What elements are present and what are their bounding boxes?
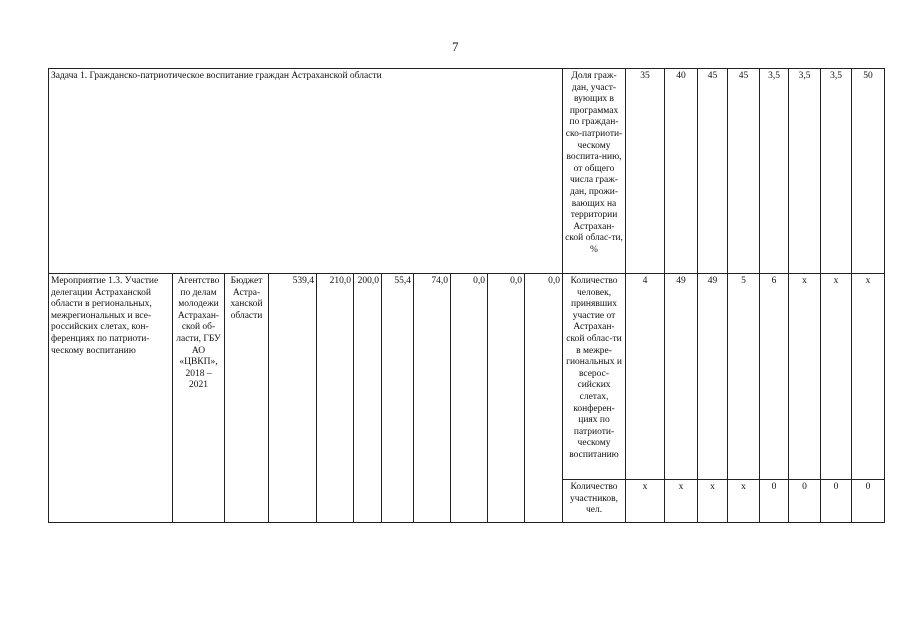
measure-row [49,274,885,480]
indicator-value: 0 [789,480,821,523]
measure-name: Мероприятие 1.3. Участие делегации Астраханской области в региональных, межрегиональных и все-российских слетах, кон-ференциях по патриоти-ческому воспитанию [49,274,173,523]
indicator-value: х [821,274,852,480]
indicator-value: 49 [665,274,698,480]
finance-value: 74,0 [414,274,451,523]
indicator-value: х [728,480,760,523]
task-value: 40 [665,69,698,274]
finance-value: 0,0 [525,274,563,523]
task-value: 50 [852,69,885,274]
indicator-value: 5 [728,274,760,480]
task-value: 3,5 [789,69,821,274]
finance-value: 0,0 [451,274,488,523]
indicator-name: Количество человек, принявших участие от Астрахан-ской облас-ти в межре-гиональных и всерос-сийских слетах, конферен-циях по патриоти-ческому воспитанию [563,274,626,480]
finance-value: 210,0 [317,274,354,523]
indicator-value: 0 [821,480,852,523]
indicator-value: 0 [760,480,789,523]
finance-value: 55,4 [382,274,414,523]
measure-source: Бюджет Астра-ханской области [225,274,269,523]
indicator-value: х [698,480,728,523]
task-indicator: Доля граж-дан, участ-вующих в программах по граждан-ско-патриоти-ческому воспита-нию, от общего числа граж-дан, прожи-вающих на территории Астрахан-ской облас-ти, % [563,69,626,274]
task-value: 45 [728,69,760,274]
indicator-name: Количество участников, чел. [563,480,626,523]
indicator-value: х [665,480,698,523]
indicator-value: 49 [698,274,728,480]
finance-value: 539,4 [269,274,317,523]
indicator-value: х [789,274,821,480]
indicator-value: 4 [626,274,665,480]
finance-value: 0,0 [488,274,525,523]
task-value: 45 [698,69,728,274]
page-number: 7 [452,39,459,54]
indicator-value: 6 [760,274,789,480]
indicator-value: х [852,274,885,480]
finance-value: 200,0 [354,274,382,523]
indicator-value: х [626,480,665,523]
task-title: Задача 1. Гражданско-патриотическое воспитание граждан Астраханской области [49,69,563,274]
indicator-value: 0 [852,480,885,523]
task-value: 3,5 [821,69,852,274]
task-row [49,69,885,274]
program-table [48,68,885,523]
task-value: 3,5 [760,69,789,274]
measure-executor: Агентство по делам молодежи Астрахан-ской об-ласти, ГБУ АО «ЦВКП», 2018 – 2021 [173,274,225,523]
task-value: 35 [626,69,665,274]
